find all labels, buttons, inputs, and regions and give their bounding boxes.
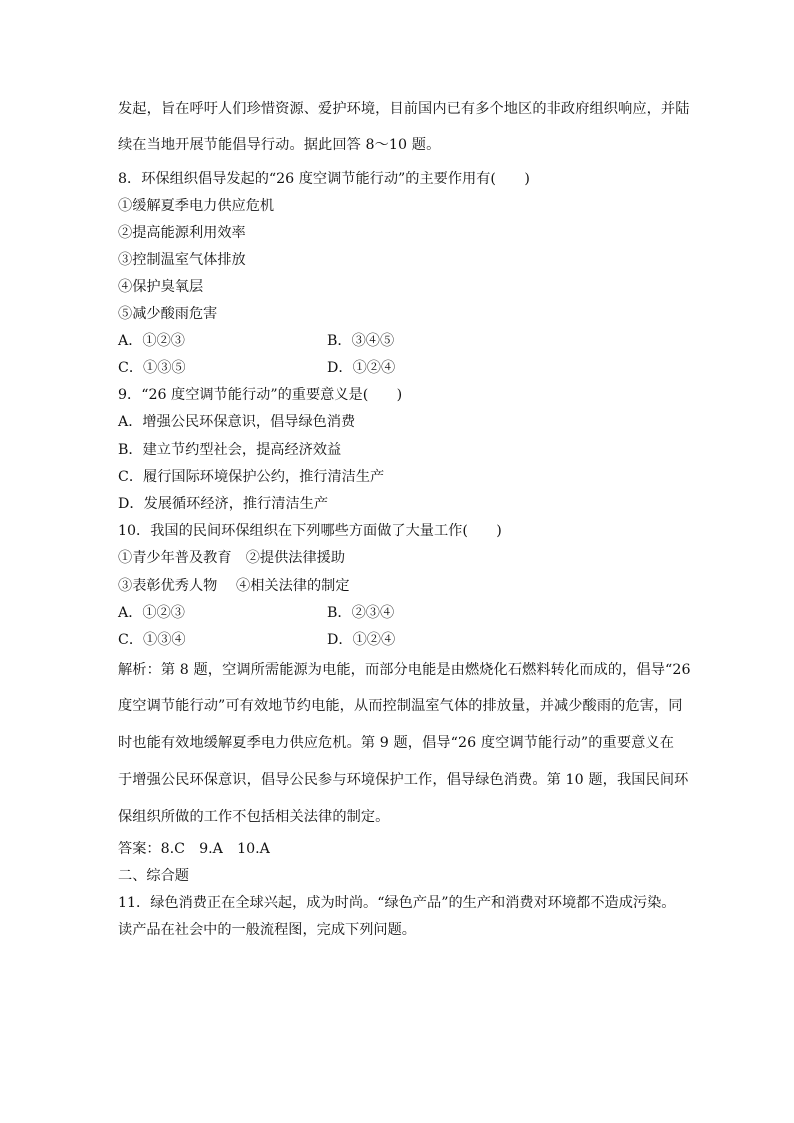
q8-item: ②提高能源利用效率 [118, 225, 246, 241]
q10-option-c: C．①③④ [118, 632, 186, 648]
q9-option-a: A．增强公民环保意识，倡导绿色消费 [118, 414, 356, 430]
answer-line: 答案：8.C 9.A 10.A [118, 841, 270, 857]
analysis-line: 度空调节能行动”可有效地节约电能，从而控制温室气体的排放量，并减少酸雨的危害，同 [118, 698, 683, 714]
q8-option-a: A．①②③ [118, 333, 185, 349]
q10-option-d: D．①②④ [327, 632, 396, 648]
q8-option-d: D．①②④ [327, 360, 396, 376]
q10-option-a: A．①②③ [118, 605, 185, 621]
q9-stem: 9．“26 度空调节能行动”的重要意义是( ) [118, 387, 403, 403]
q9-option-b: B．建立节约型社会，提高经济效益 [118, 442, 342, 458]
q9-option-d: D．发展循环经济，推行清洁生产 [118, 496, 329, 512]
section-title: 二、综合题 [118, 868, 189, 884]
q10-item: ①青少年普及教育 ②提供法律援助 [118, 550, 346, 566]
q11-stem-line-2: 读产品在社会中的一般流程图，完成下列问题。 [118, 922, 416, 938]
q8-option-c: C．①③⑤ [118, 360, 186, 376]
q8-item: ④保护臭氧层 [118, 279, 204, 295]
q8-item: ③控制温室气体排放 [118, 252, 246, 268]
analysis-line: 保组织所做的工作不包括相关法律的制定。 [118, 809, 390, 825]
analysis-line: 解析：第 8 题，空调所需能源为电能，而部分电能是由燃烧化石燃料转化而成的，倡导“26 [118, 662, 691, 678]
q11-stem-line-1: 11．绿色消费正在全球兴起，成为时尚。“绿色产品”的生产和消费对环境都不造成污染。 [118, 895, 676, 911]
q9-option-c: C．履行国际环境保护公约，推行清洁生产 [118, 469, 385, 485]
q10-option-b: B．②③④ [327, 605, 395, 621]
q10-item: ③表彰优秀人物 ④相关法律的制定 [118, 578, 350, 594]
q8-option-b: B．③④⑤ [327, 333, 395, 349]
q8-item: ①缓解夏季电力供应危机 [118, 198, 275, 214]
analysis-line: 时也能有效地缓解夏季电力供应危机。第 9 题，倡导“26 度空调节能行动”的重要意义在 [118, 735, 674, 751]
intro-line-2: 续在当地开展节能倡导行动。据此回答 8～10 题。 [118, 137, 441, 153]
q10-stem: 10．我国的民间环保组织在下列哪些方面做了大量工作( ) [118, 523, 502, 539]
analysis-line: 于增强公民环保意识，倡导公民参与环境保护工作，倡导绿色消费。第 10 题，我国民间环 [118, 772, 689, 788]
q8-item: ⑤减少酸雨危害 [118, 306, 218, 322]
intro-line-1: 发起，旨在呼吁人们珍惜资源、爱护环境，目前国内已有多个地区的非政府组织响应，并陆 [118, 101, 690, 117]
q8-stem: 8．环保组织倡导发起的“26 度空调节能行动”的主要作用有( ) [118, 171, 530, 187]
